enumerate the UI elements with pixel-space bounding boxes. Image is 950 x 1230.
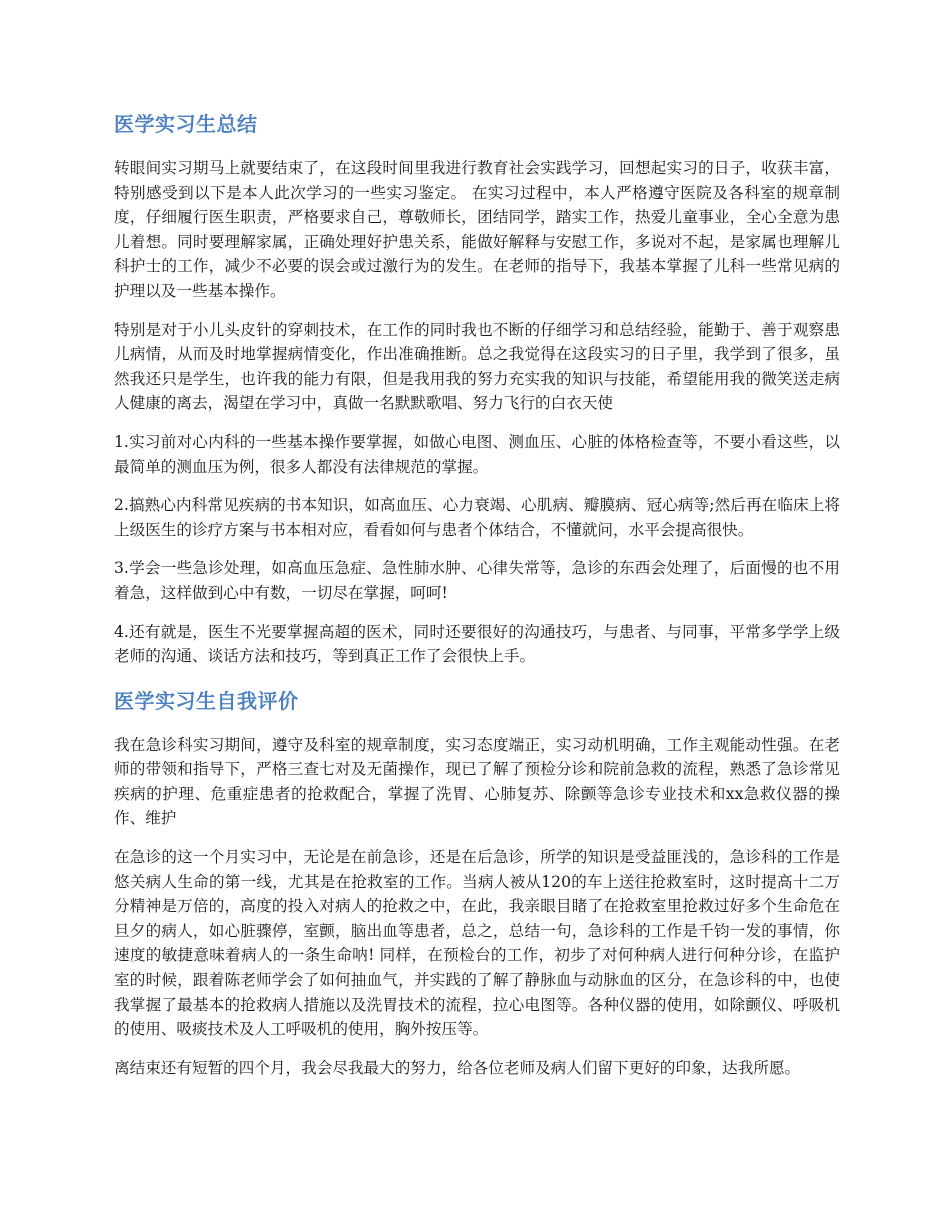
paragraph: 离结束还有短暂的四个月，我会尽我最大的努力，给各位老师及病人们留下更好的印象，达我所愿。 (114, 1058, 801, 1077)
paragraph: 转眼间实习期马上就要结束了，在这段时间里我进行教育社会实践学习，回想起实习的日子，收获丰富，特别感受到以下是本人此次学习的一些实习鉴定。 在实习过程中，本人严格遵守医院及各科室的规章制度，仔细履行医生职责，严格要求自己，尊敬师长，团结同学，踏实工作，热爱儿童事业，全心全意为患儿着想。同时要理解家属，正确处理好护患关系，能做好解释与安慰工作，多说对不起，是家属也理解儿科护士的工作，减少不必要的误会或过激行为的发生。在老师的指导下，我基本掌握了儿科一些常见病的护理以及一些基本操作。 (114, 159, 840, 300)
paragraph: 特别是对于小儿头皮针的穿刺技术，在工作的同时我也不断的仔细学习和总结经验，能勤于、善于观察患儿病情，从而及时地掌握病情变化，作出准确推断。总之我觉得在这段实习的日子里，我学到了很多，虽然我还只是学生，也许我的能力有限，但是我用我的努力充实我的知识与技能，希望能用我的微笑送走病人健康的离去，渴望在学习中，真做一名默默歌唱、努力飞行的白衣天使 (114, 320, 840, 413)
section-title: 医学实习生总结 (114, 112, 258, 136)
list-item-paragraph: 4.还有就是，医生不光要掌握高超的医术，同时还要很好的沟通技巧，与患者、与同事，平常多学学上级老师的沟通、谈话方法和技巧，等到真正工作了会很快上手。 (114, 622, 840, 666)
document-content (114, 106, 840, 1094)
paragraph: 在急诊的这一个月实习中，无论是在前急诊，还是在后急诊，所学的知识是受益匪浅的，急诊科的工作是悠关病人生命的第一线，尤其是在抢救室的工作。当病人被从120的车上送往抢救室时，这时提高十二万分精神是万倍的，高度的投入对病人的抢救之中，在此，我亲眼目睹了在抢救室里抢救过好多个生命危在旦夕的病人，如心脏骤停，室颤，脑出血等患者，总之，总结一句，急诊科的工作是千钧一发的事情，你速度的敏捷意味着病人的一条生命呐! 同样，在预检台的工作，初步了对何种病人进行何种分诊，在监护室的时候，跟着陈老师学会了如何抽血气，并实践的了解了静脉血与动脉血的区分，在急诊科的中，也使我掌握了最基本的抢救病人措施以及洗胃技术的流程，拉心电图等。各种仪器的使用，如除颤仪、呼吸机的使用、吸痰技术及人工呼吸机的使用，胸外按压等。 (114, 848, 840, 1039)
section-self-evaluation (114, 683, 840, 1081)
list-item-paragraph: 2.搞熟心内科常见疾病的书本知识，如高血压、心力衰竭、心肌病、瓣膜病、冠心病等;然后再在临床上将上级医生的诊疗方案与书本相对应，看看如何与患者个体结合，不懂就问，水平会提高很快。 (114, 496, 840, 539)
section-title: 医学实习生自我评价 (114, 688, 299, 713)
list-item-paragraph: 3.学会一些急诊处理，如高血压急症、急性肺水肿、心律失常等，急诊的东西会处理了，后面慢的也不用着急，这样做到心中有数，一切尽在掌握，呵呵! (114, 559, 840, 602)
paragraph: 我在急诊科实习期间，遵守及科室的规章制度，实习态度端正，实习动机明确，工作主观能动性强。在老师的带领和指导下，严格三查七对及无菌操作，现已了解了预检分诊和院前急救的流程，熟悉了急诊常见疾病的护理、危重症患者的抢救配合，掌握了洗胃、心肺复苏、除颤等急诊专业技术和xx急救仪器的操作、维护 (114, 735, 840, 828)
list-item-paragraph: 1.实习前对心内科的一些基本操作要掌握，如做心电图、测血压、心脏的体格检查等，不要小看这些，以最简单的测血压为例，很多人都没有法律规范的掌握。 (114, 432, 840, 476)
section-internship-summary (114, 106, 840, 669)
